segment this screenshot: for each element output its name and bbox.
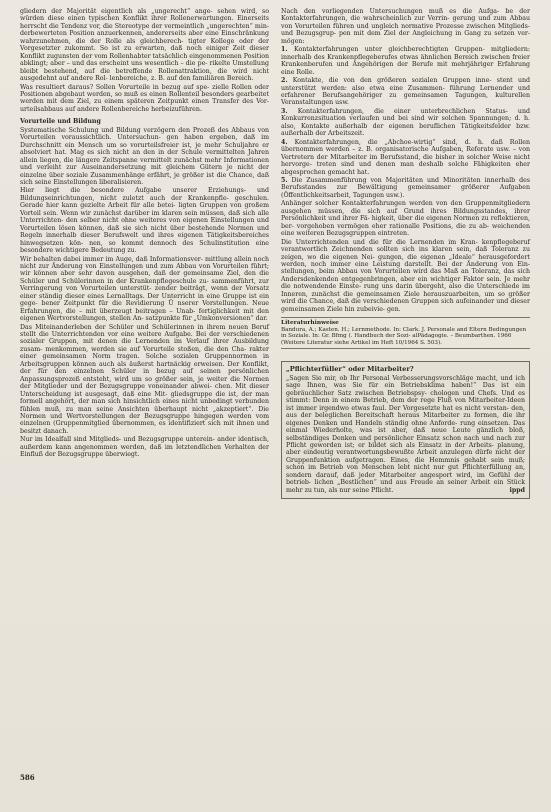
paragraph <box>20 127 269 187</box>
page-number: 586 <box>20 773 35 782</box>
paragraph-text: gliedern der Majorität eigentlich als „ungerecht“ ange- sehen wird, so würden diese einen typischen Konflikt ihrer Rollenerwartungen. Einerseits herrscht die Tendenz vor, die Stereotype der vermeintlich „ungerechten“ min- derbewerteten Position anzuerkennen, andererseits aber eine Einschränkung wahrzunehmen, die der Rolle als gleichberech- tigter Kollege oder der Vorgesetzter zukommt. So ist zu erwarten, daß noch einiger Zeit dieser Konflikt zugunsten der vom Rollenhabter tatsächlich eingenommenen Position abklingt; aber – und das erscheint uns wesentlich – die pe- rikelte Umstellung bleibt bestehend, auf die betreffende Rollenattraktion, die wird nicht ausgedehnt auf andere Rol- lenbereiche, z. B. auf den familiären Bereich. <box>20 8 269 83</box>
list-number: 1. <box>281 46 288 54</box>
list-number: 5. <box>281 176 288 184</box>
sidebar-box-text: „Sagen Sie mir, ob Ihr Personal Verbesserungsvorschläge macht, und ich sage Ihnen, was Sie für ein Betriebsklima haben!“ Das ist ein gebräuchlicher Satz zwischen Betriebspsy- chologen und Chefs. Und es stimmt: Denn in einem Betrieb, dem der rege Fluß von Mitarbeiter-Ideen ist immer irgendwo etwas faul. Der Vorgesetzte hat es nicht verstan- den, aus der beleglichen Bereitschaft heraus Mitarbeiter zu formen, die ihr eigenes Denken und Handeln ständig ohne Anforde- rung einsetzen. Das einmal Wiederholte, was ist aber, daß neue Leute gänzlich bloß, selbständiges Denken und persönlicher Einsatz schon nach und nach zur Pflicht geworden ist; er bildet sich als Einsatz in der Arbeits- planung, aber eindeutig verantwortungsbewußte Arbeit anzulegen dürfe nicht der Gruppenfunktion aufgetragen. Eines, die Hemmnis gehabt sein muß; schon im Betrieb von Menschen lebt nicht nur gut Pflichterfüllung an, sondern darauf, daß jeder Mitarbeiter angesport wird, im Gefühl der betrieb- lichen „Bestlichen“ und aus Freude an seiner Arbeit ein Stück mehr zu tun, als nur seine Pflicht. ippd <box>286 374 525 494</box>
paragraph-text: Vorurteile und Bildung <box>20 118 101 126</box>
paragraph-text: Was resultiert daraus? Sollen Vorurteile in bezug auf spe- zielle Rollen oder Positionen abgebaut werden, so muß es einen Rollenteil besonders gearbeitet werden mit dem Ziel, zu einem späteren Zeitpunkt einen Transfer des Vor- urteilsabbaus auf andere Rollenbereiche herbeizuführen. <box>20 83 269 113</box>
paragraph-text: Kontakterfahrungen unter gleichberechtigten Gruppen- mitgliedern: innerhalb des Krankenpflegeberufes etwas ähnlichen Bereich zwischen freier Krankenberufen und Angehörigen der Berufe mit mehrjähriger Erfahrung eine Rolle. <box>281 46 530 76</box>
paragraph <box>281 200 530 237</box>
section-heading <box>20 118 269 125</box>
right-column-paragraphs <box>281 8 530 313</box>
paragraph-text: Systematische Schulung und Bildung verzögern den Prozeß des Abbaus von Vorurteilen voraussichtlich. Untersuchun- gen haben ergeben, daß im Durchschnitt ein Mensch um so vorurteilsfreier ist, je mehr Schuljahre er absolviert hat. Mag es sich nicht an den in der Schule vermittelten Jahren allein liegen, die längere Zeitspanne vermittelt zunächst mehr Informationen und verleiht zur Auseinandersetzung mit gleichem Gütern je nicht der einzelne über soziale Zusammenhänge erfährt, je größer ist die Chance, daß sich seine Einstellungen liberalisieren. <box>20 126 269 186</box>
paragraph <box>20 324 269 436</box>
sidebar-box-title: „Pflichterfüller“ oder Mitarbeiter? <box>286 364 414 373</box>
paragraph-text: Die Unterrichtenden und die für die Lernenden im Kran- kenpflegeberuf verantwortlich Zeichnenden sollten sich ins klaren sein, daß Toleranz zu zeigen, wo die eigenen Nei- gungen, die eigenen „Ideale“ herausgefordert werden, noch immer eine Leistung darstellt. Bei der Änderung von Ein- stellungen, beim Abbau von Vorurteilen wird das Maß an Toleranz, das sich Andersdenkenden entgegenbringen, aber ein wichtiger Faktor sein. Je mehr die notwendende Einste- rung uns darin übergeht, also die Unterschiede im Inneren, zunächst die gemeinsamen Ziele herauszuarbeiten, um so größer wird die Chance, daß die verschiedenen Gruppen sich aufeinander und dieser gemeinsamen Ziele hin zubeivie- gen. <box>281 238 530 313</box>
paragraph <box>281 108 530 138</box>
list-number: 2. <box>281 77 288 85</box>
paragraph <box>20 436 269 458</box>
paragraph-text: Hier liegt die besondere Aufgabe unserer Erziehungs- und Bildungseinrichtungen, nicht zuletzt auch der Krankenpfle- geschulen. Gerade hier kann gezielte Arbeit für alle betei- ligten Gruppen von großem Vorteil sein. Wenn wir zunächst darüber im klaren sein müssen, daß sich alle Unterrichten- den selber nicht ohne weiteres von eigenen Einstellungen und Vorurteilen lösen können, daß sie sich nicht über bestehende Normen und Regeln innerhalb dieser Berufswelt und ihres eigenen Tätigkeitsbereiches hinwegsetzen kön- nen, so kommt dennoch des Schulinstitution eine besondere wichtigere Bedeutung zu. <box>20 187 269 255</box>
paragraph <box>20 256 269 323</box>
paragraph-text: Die Zusammenführung von Majoritäten und Minoritäten innerhalb des Berufsstandes zur Bewältigung gemeinsamer größerer Aufgaben (Öffentlichkeitsarbeit, Tagungen usw.). <box>281 176 530 199</box>
list-number: 3. <box>281 107 288 115</box>
references-text: Bandura, A.; Kasten. H.; Lernmethode. In: Clark. J. Personale and Eltern Bedingungen in Soziale. In: Gr. Bfmg (. Handbuch der Sozi- alPädagogie. – Beumbarthen. 1966 (Weitere Literatur siehe Artikel im Heft 10/1964 S. 503). <box>281 326 527 346</box>
list-number: 4. <box>281 138 288 146</box>
paragraph <box>281 139 530 176</box>
paragraph <box>281 177 530 199</box>
paragraph-text: Kontakterfahrungen, die einer unterbrechlichen Status- und Konkurrenzsituation verlaufen und bei sind wir solchen Spannungen; d. h. also, Kontakte außerhalb der eigenen beruflichen Tätigkeitsfelder bzw. außerhalb der Arbeitszeit. <box>281 107 530 138</box>
paragraph-text: Anhänger solcher Kontakterfahrungen werden von den Gruppenmitgliedern ausgehen müssen, die sich auf Grund ihres Bildungsstandes, ihrer Persönlichkeit und ihrer Fä- higkeit, über die eigenen Normen zu reflektieren, ber- vorgehoben vermögen eher rationalle Positions, die zu ab- weichenden eine weiteren Bezugsgruppen eintreten. <box>281 200 530 238</box>
paragraph <box>20 187 269 254</box>
paragraph <box>20 84 269 114</box>
paragraph-text: Wir behalten dabei immer im Auge, daß Informationsver- mittlung allein noch nicht zur Änderung von Einstellungen und zum Abbau von Vorurteilen führt; wir können aber sehr davon ausgehen, daß der gemeinsame Ziel, den die Schüler und Schülerinnen in der Krankenpflegeschule zu- sammenführt, zur Verringerung von Vorurteilen unterstüt- zender beiträgt, wenn der Vorsatz einer ständig dieser eines Lernalltags. Der Unterricht in eine Gruppe ist ein gege- bener Zeitpunkt für die Revidierung Ü nserer Vorstellungen. Neue Erfahrungen, die – mit überzeugt beitragen – Unab- fertiglichkeit mit den eigenen Wertvorstellungen, stellen An- satzpunkte für „Umkonversionen“ dar. <box>20 255 269 323</box>
sidebar-box-source: ippd <box>509 486 525 494</box>
paragraph <box>20 8 269 83</box>
paragraph <box>281 239 530 314</box>
paragraph <box>281 77 530 107</box>
paragraph-text: Das Miteinanderleben der Schüler und Schülerinnen in ihrem neuen Beruf stellt die Unterrichtenden vor eine weitere Aufgabe. Bei der verschiedenen sozialer Gruppen, mit denen die Lernenden im Verlauf ihrer Ausbildung zusam- menkommen, werden sie auf Vorurteile stoßen, die den Cha- rakter einer gemeinsamen Norm tragen. Solche sozialen Gruppennormen in Arbeitsgruppen können auch als äußerst hartnäckig erweisen. Der Konflikt, der für den einzelnen Schüler in bezug auf seinen persönlichen Anpassungsprozeß entsteht, wird um so größer sein, je weiter die Normen der Mitglieder und der Bezugsgruppe voneinander abwei- chen. Mit dieser Unterscheidung ist ausgesagt, daß eine Mit- gliedsgruppe die ist, der man formell angehört, der man sich hinsichtlich eines nicht unbedingt verbunden fühlen muß, zu man seine Ansichten überhaupt nicht „akzeptiert“. Die Normen und Wertvorstellungen der Bezugsgruppe hingegen werden vom einzelnen (Gruppenmitglied übernommen, es identifiziert sich mit ihnen und besitzt danach. <box>20 323 269 435</box>
paragraph-text: Kontakterfahrungen, die „Abchoe-wirtig“ sind, d. h. daß Rollen übernommen werden – z. B. organisatorische Aufgaben, Referate usw. – von Vertretern der Mitarbeiter im Berufsstand, die bisher in solcher Weise nicht hervorge- treten sind und denen man deshalb solche Fähigkeiten eher abgesprochen gemacht hat. <box>281 138 530 176</box>
paragraph <box>281 46 530 76</box>
references-title: Literaturhinweise <box>281 320 339 327</box>
paragraph-text: Nur im Idealfall sind Mitglieds- und Bezugsgruppe unterein- ander identisch, außerdem kann angenommen werden, daß im letztendlichen Verhalten der Einfluß der Bezugsgruppe überwiegt. <box>20 436 269 459</box>
paragraph <box>281 8 530 45</box>
left-column <box>20 8 269 499</box>
paragraph-text: Nach den vorliegenden Untersuchungen muß es die Aufga- be der Kontakterfahrungen, die wahrscheinlich zur Verrin- gerung und zum Abbau von Vorurteilen führen und ungleich normative Prozesse zwischen Mitglieds- und Bezugsgrup- pen mit dem Ziel der Angleichung in Gang zu setzen ver- mögen: <box>281 8 530 45</box>
right-column <box>281 8 530 499</box>
sidebar-box <box>281 361 530 499</box>
two-column-layout <box>20 8 531 499</box>
references-box <box>281 317 530 349</box>
paragraph-text: Kontakte, die von den größeren sozialen Gruppen inne- stent und unterstützt werden: also etwa eine Zusammen- führung Lernender und erfahrener Berufsangehöriger zu gemeinsamen Tagungen, kulturellen Veranstaltungen usw. <box>281 77 530 107</box>
